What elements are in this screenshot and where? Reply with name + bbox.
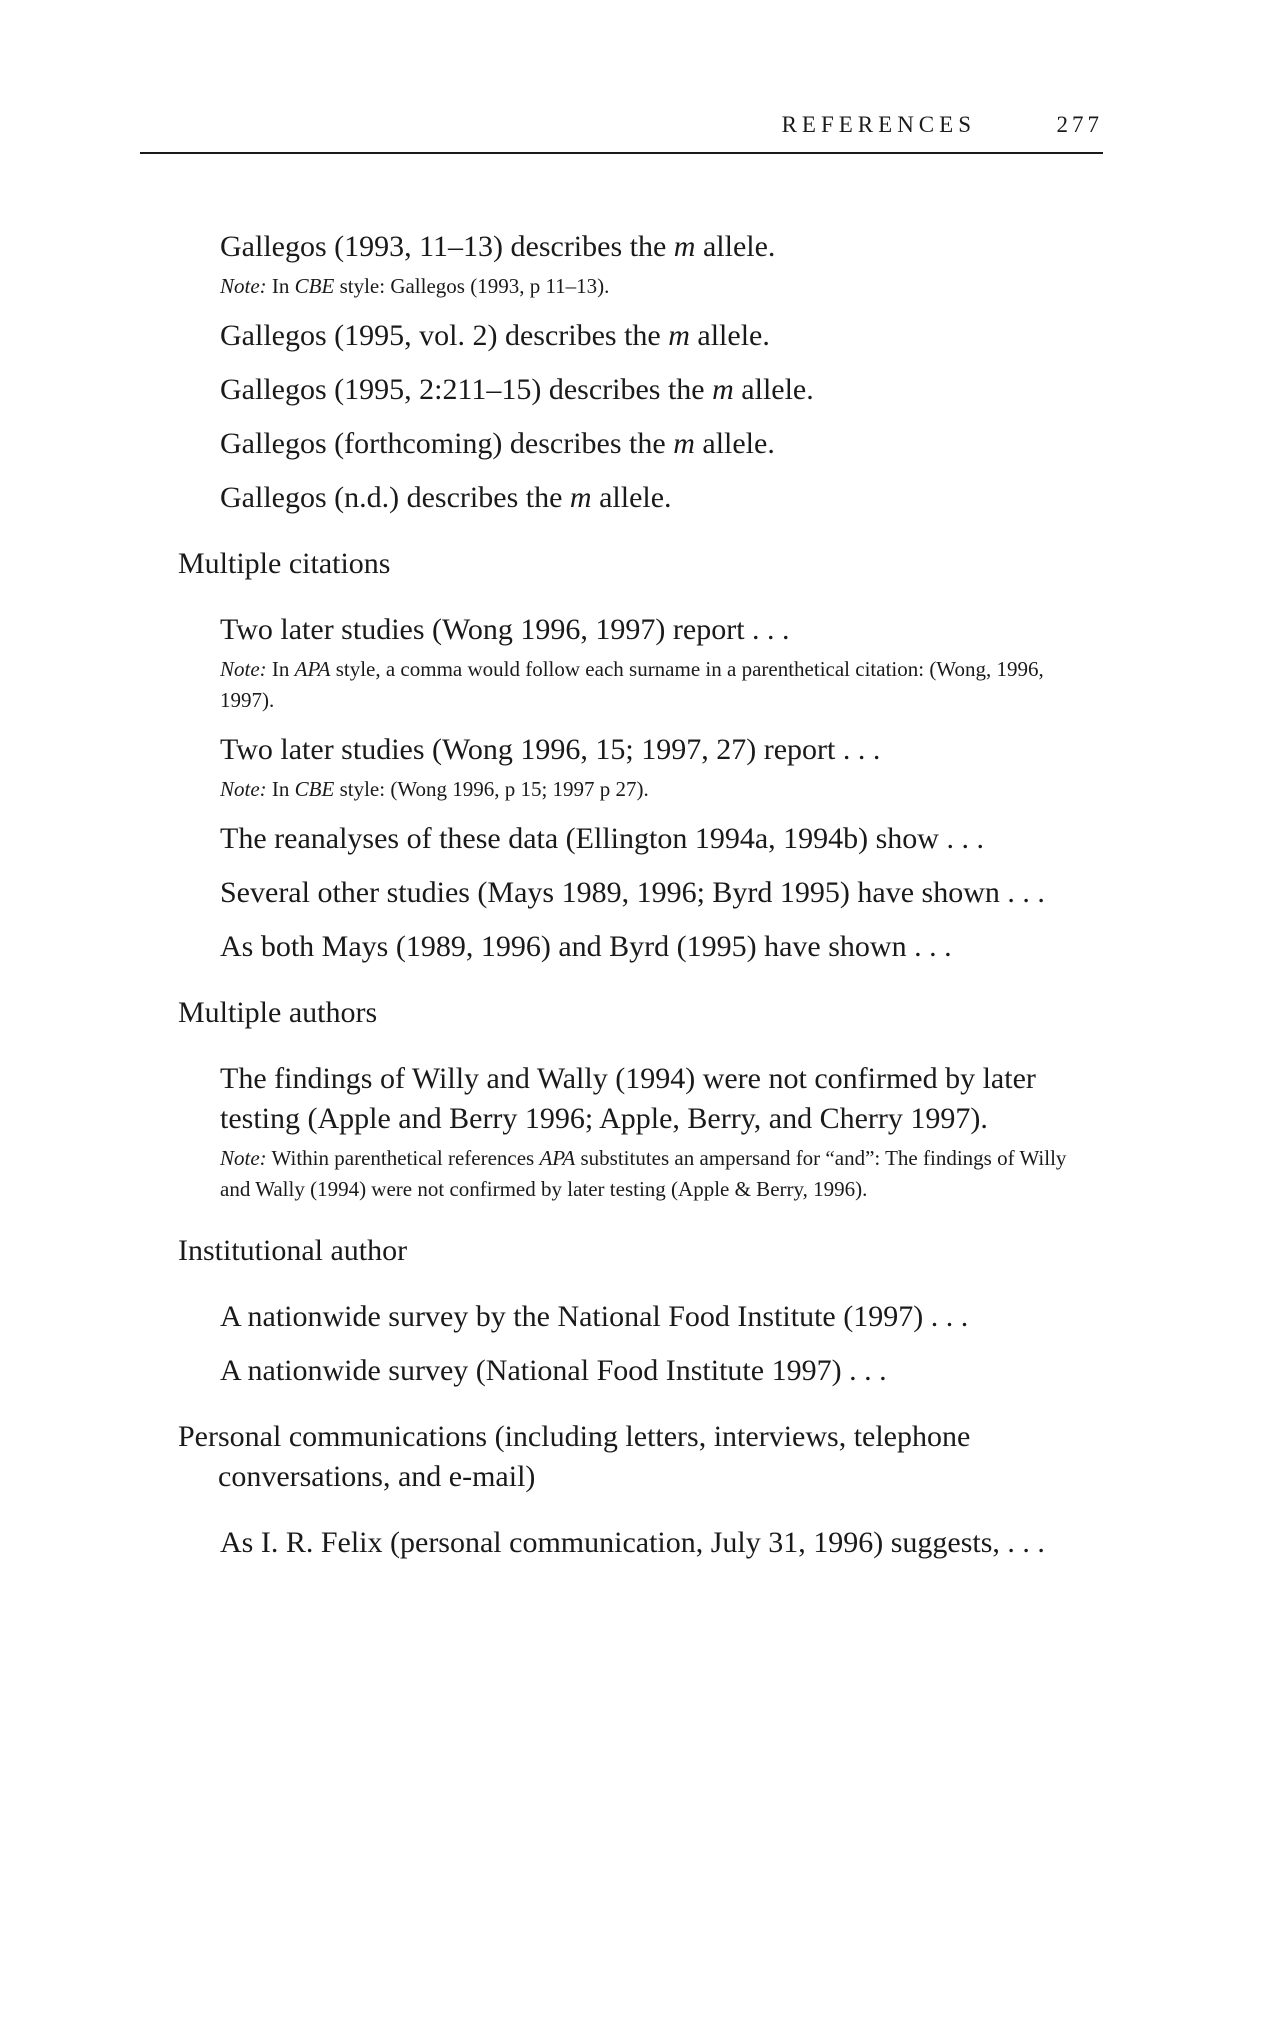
style-note: Note: Within parenthetical references APA substitutes an ampersand for “and”: The findings of Willy and Wally (1994) were not confirmed by later testing (Apple & Berry, 1996). [220,1146,1067,1201]
example-sentence: The reanalyses of these data (Ellington 1994a, 1994b) show . . . [220,822,984,855]
example-sentence: Gallegos (1995, 2:211–15) describes the m allele. [220,373,814,406]
page-number: 277 [1056,112,1103,137]
section-heading: Personal communications (including letters, interviews, telephone conversations, and e-mail) [178,1420,971,1493]
section-heading: Multiple citations [178,547,391,580]
example-sentence: The findings of Willy and Wally (1994) were not confirmed by later testing (Apple and Berry 1996; Apple, Berry, and Cherry 1997). [220,1062,1036,1135]
style-note: Note: In CBE style: (Wong 1996, p 15; 1997 p 27). [220,777,649,801]
example-sentence: Two later studies (Wong 1996, 15; 1997, 27) report . . . [220,733,881,766]
example-sentence: Gallegos (1995, vol. 2) describes the m allele. [220,319,770,352]
example-sentence: Gallegos (forthcoming) describes the m allele. [220,427,775,460]
example-sentence: A nationwide survey (National Food Institute 1997) . . . [220,1354,887,1387]
example-sentence: A nationwide survey by the National Food Institute (1997) . . . [220,1300,969,1333]
example-sentence: Gallegos (n.d.) describes the m allele. [220,481,672,514]
style-note: Note: In APA style, a comma would follow each surname in a parenthetical citation: (Wong, 1996, 1997). [220,657,1044,712]
page-body [178,227,1078,1577]
section-heading: Institutional author [178,1234,408,1267]
example-sentence: Two later studies (Wong 1996, 1997) report . . . [220,613,790,646]
example-sentence: As both Mays (1989, 1996) and Byrd (1995) have shown . . . [220,930,952,963]
style-note: Note: In CBE style: Gallegos (1993, p 11–13). [220,274,610,298]
running-head [140,108,1103,154]
section-title: REFERENCES [781,112,976,137]
example-sentence: Gallegos (1993, 11–13) describes the m allele. [220,230,776,263]
example-sentence: Several other studies (Mays 1989, 1996; Byrd 1995) have shown . . . [220,876,1045,909]
example-sentence: As I. R. Felix (personal communication, July 31, 1996) suggests, . . . [220,1526,1045,1559]
section-heading: Multiple authors [178,996,378,1029]
